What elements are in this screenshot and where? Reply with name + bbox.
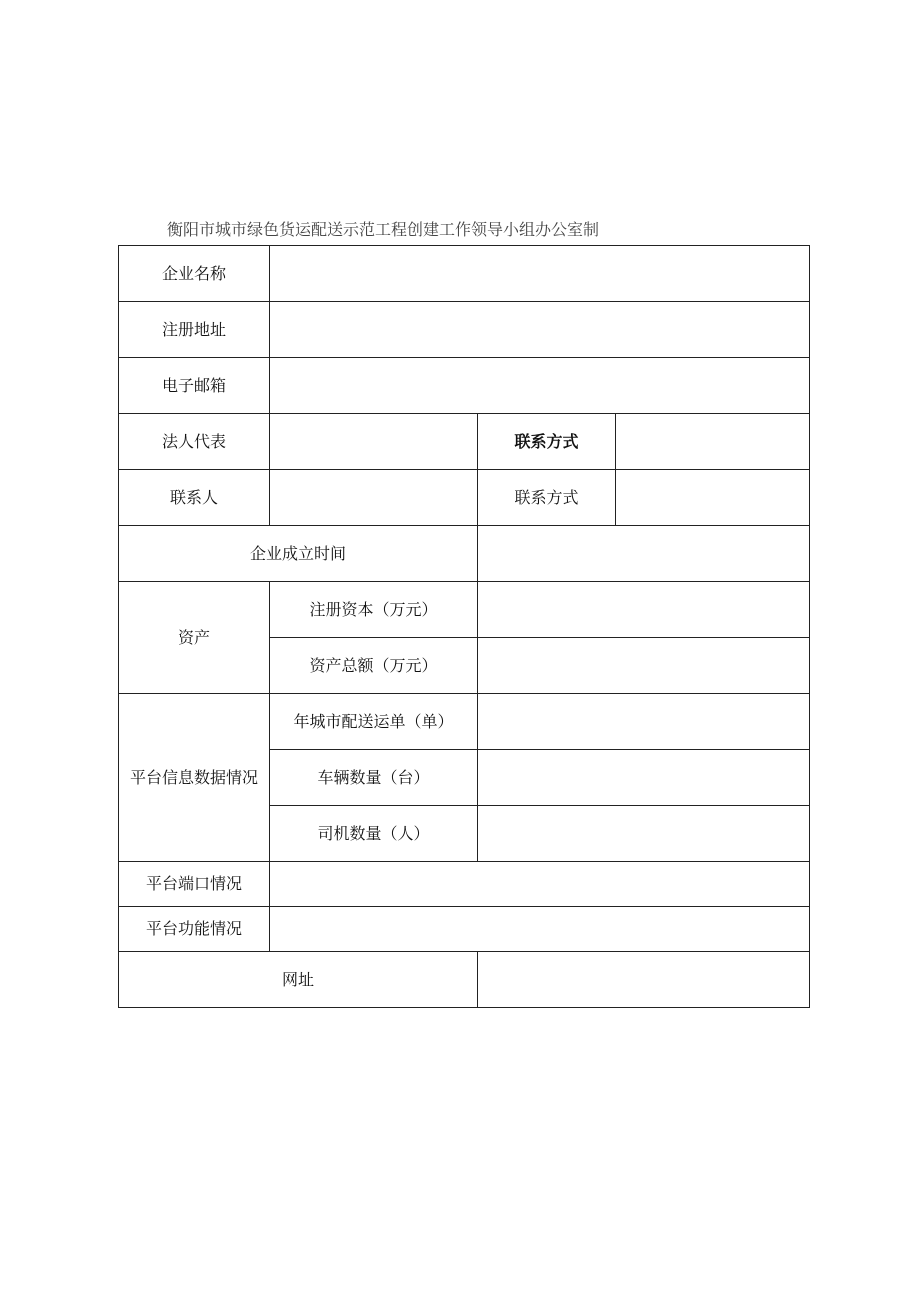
platform-data-label: 平台信息数据情况 [119,694,270,862]
platform-port-field[interactable] [270,862,810,907]
row-annual-orders [119,694,810,750]
contact-person-field[interactable] [270,470,478,526]
row-website [119,952,810,1008]
registered-capital-field[interactable] [478,582,810,638]
contact-person-contact-label: 联系方式 [478,470,616,526]
registered-capital-label: 注册资本（万元） [270,582,478,638]
driver-count-field[interactable] [478,806,810,862]
total-assets-field[interactable] [478,638,810,694]
row-registered-capital [119,582,810,638]
row-registered-address [119,302,810,358]
platform-function-field[interactable] [270,907,810,952]
legal-rep-field[interactable] [270,414,478,470]
legal-rep-contact-label: 联系方式 [478,414,616,470]
annual-orders-label: 年城市配送运单（单） [270,694,478,750]
vehicle-count-label: 车辆数量（台） [270,750,478,806]
company-name-field[interactable] [270,246,810,302]
platform-function-label: 平台功能情况 [119,907,270,952]
row-established-time [119,526,810,582]
established-time-field[interactable] [478,526,810,582]
row-email [119,358,810,414]
company-name-label: 企业名称 [119,246,270,302]
assets-label: 资产 [119,582,270,694]
vehicle-count-field[interactable] [478,750,810,806]
legal-rep-label: 法人代表 [119,414,270,470]
registered-address-field[interactable] [270,302,810,358]
row-company-name [119,246,810,302]
total-assets-label: 资产总额（万元） [270,638,478,694]
annual-orders-field[interactable] [478,694,810,750]
platform-port-label: 平台端口情况 [119,862,270,907]
registered-address-label: 注册地址 [119,302,270,358]
issuing-organization: 衡阳市城市绿色货运配送示范工程创建工作领导小组办公室制 [167,220,600,239]
email-label: 电子邮箱 [119,358,270,414]
row-platform-function [119,907,810,952]
driver-count-label: 司机数量（人） [270,806,478,862]
established-time-label: 企业成立时间 [119,526,478,582]
contact-person-label: 联系人 [119,470,270,526]
contact-person-contact-field[interactable] [616,470,810,526]
website-label: 网址 [119,952,478,1008]
row-contact-person [119,470,810,526]
row-platform-port [119,862,810,907]
row-legal-representative [119,414,810,470]
enterprise-info-form [118,245,810,1008]
legal-rep-contact-field[interactable] [616,414,810,470]
website-field[interactable] [478,952,810,1008]
email-field[interactable] [270,358,810,414]
